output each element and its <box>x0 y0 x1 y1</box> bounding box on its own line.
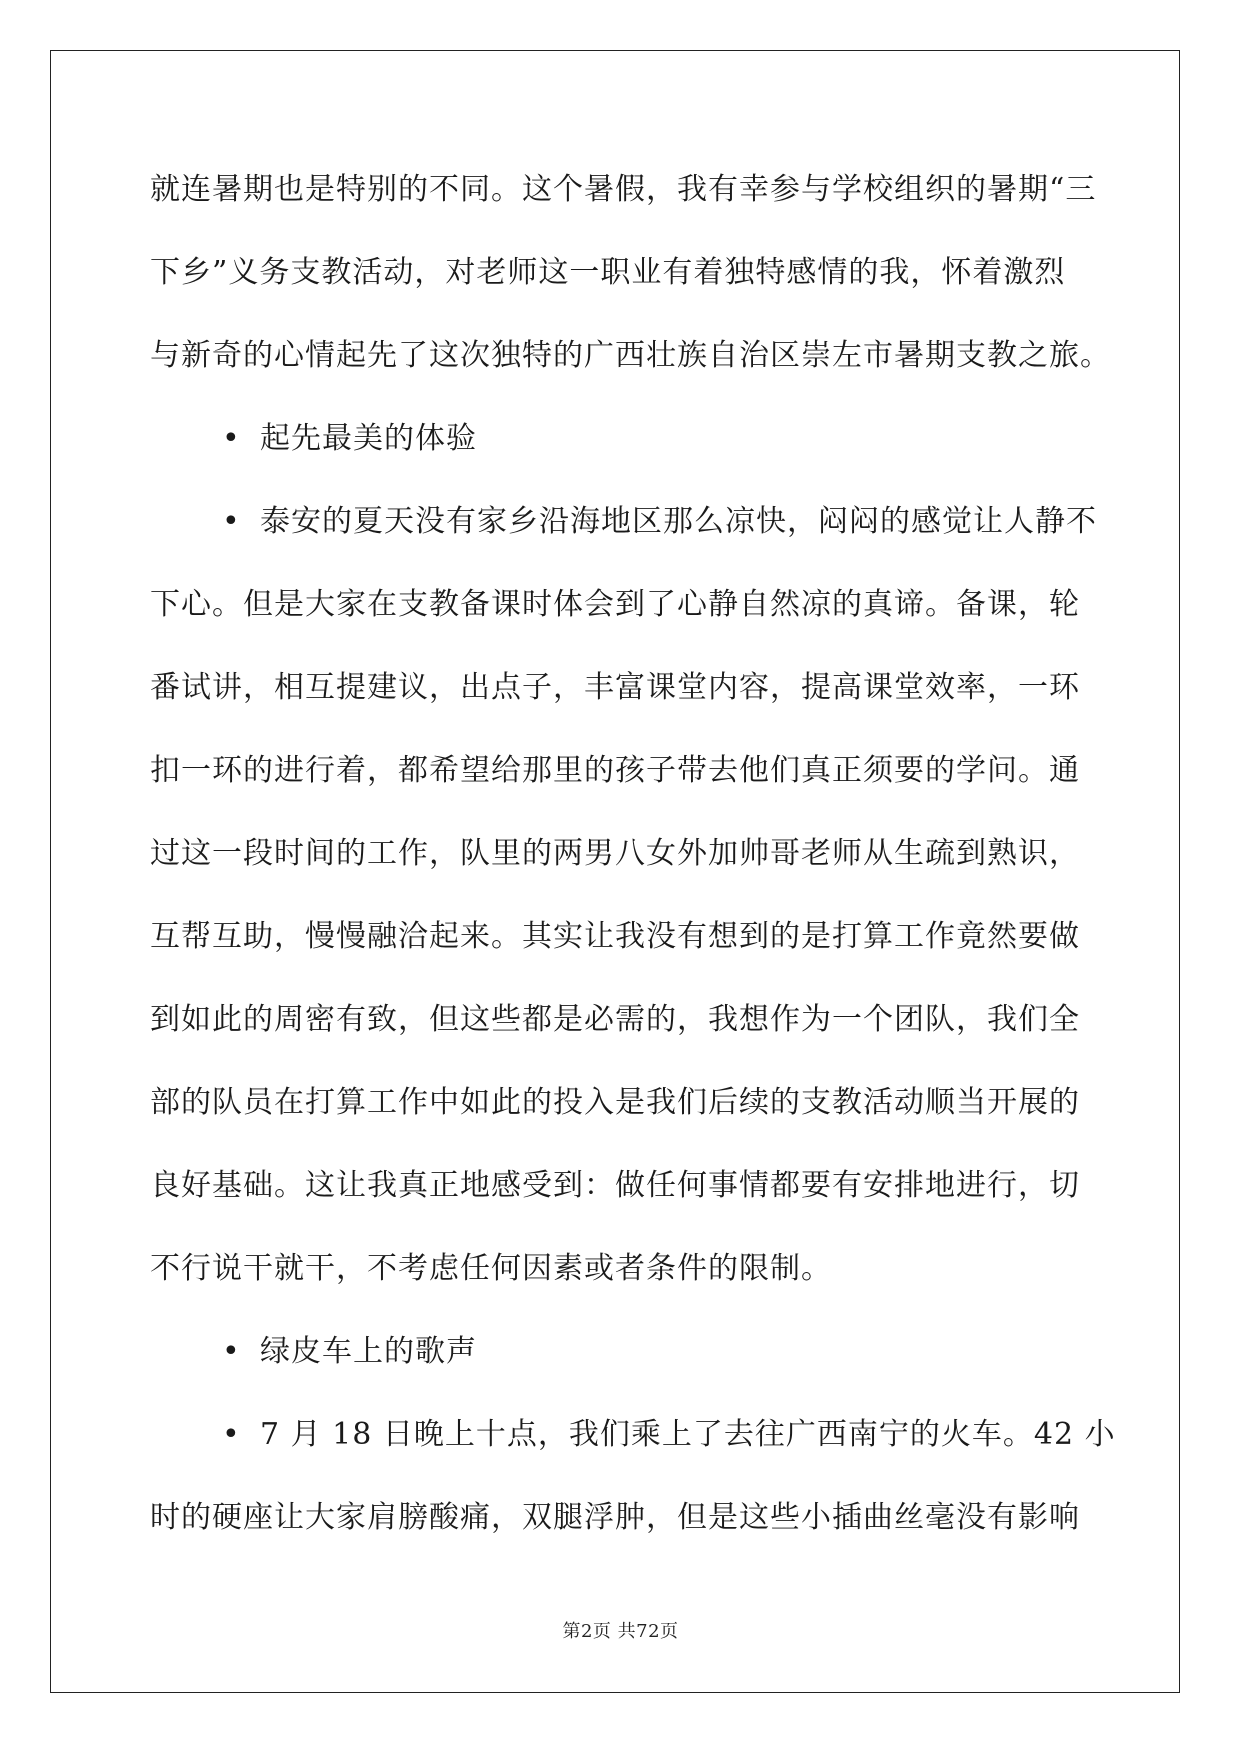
section-heading-text: 绿皮车上的歌声 <box>260 1334 477 1369</box>
bullet-paragraph-start <box>150 1405 1116 1488</box>
text-line: 时的硬座让大家肩膀酸痛，双腿浮肿，但是这些小插曲丝毫没有影响 <box>150 1500 1080 1535</box>
document-body <box>150 160 1116 1571</box>
section-heading-text: 起先最美的体验 <box>260 421 477 456</box>
bullet-icon: • <box>222 504 241 539</box>
bullet-icon: • <box>222 421 241 456</box>
page-number-footer: 第2页 共72页 <box>562 1621 679 1642</box>
section-heading <box>150 1322 1090 1405</box>
text-line: 下乡”义务支教活动，对老师这一职业有着独特感情的我，怀着激烈 <box>150 255 1066 290</box>
paragraph-text: 泰安的夏天没有家乡沿海地区那么凉快，闷闷的感觉让人静不 <box>260 504 1097 539</box>
paragraph-text: 7 月 18 日晚上十点，我们乘上了去往广西南宁的火车。42 小 <box>260 1417 1116 1452</box>
text-line: 番试讲，相互提建议，出点子，丰富课堂内容，提高课堂效率，一环 <box>150 670 1080 705</box>
text-line: 到如此的周密有致，但这些都是必需的，我想作为一个团队，我们全 <box>150 1002 1080 1037</box>
bullet-icon: • <box>222 1334 241 1369</box>
text-line: 扣一环的进行着，都希望给那里的孩子带去他们真正须要的学问。通 <box>150 753 1080 788</box>
text-line: 互帮互助，慢慢融洽起来。其实让我没有想到的是打算工作竟然要做 <box>150 919 1080 954</box>
text-line: 良好基础。这让我真正地感受到：做任何事情都要有安排地进行，切 <box>150 1168 1080 1203</box>
section-heading <box>150 409 1090 492</box>
text-line: 就连暑期也是特别的不同。这个暑假，我有幸参与学校组织的暑期“三 <box>150 172 1097 207</box>
text-line: 不行说干就干，不考虑任何因素或者条件的限制。 <box>150 1251 832 1286</box>
bullet-paragraph-start <box>150 492 1097 575</box>
text-line: 下心。但是大家在支教备课时体会到了心静自然凉的真谛。备课，轮 <box>150 587 1080 622</box>
text-line: 部的队员在打算工作中如此的投入是我们后续的支教活动顺当开展的 <box>150 1085 1080 1120</box>
text-line: 过这一段时间的工作，队里的两男八女外加帅哥老师从生疏到熟识， <box>150 836 1080 871</box>
text-line: 与新奇的心情起先了这次独特的广西壮族自治区崇左市暑期支教之旅。 <box>150 338 1111 373</box>
bullet-icon: • <box>222 1417 241 1452</box>
